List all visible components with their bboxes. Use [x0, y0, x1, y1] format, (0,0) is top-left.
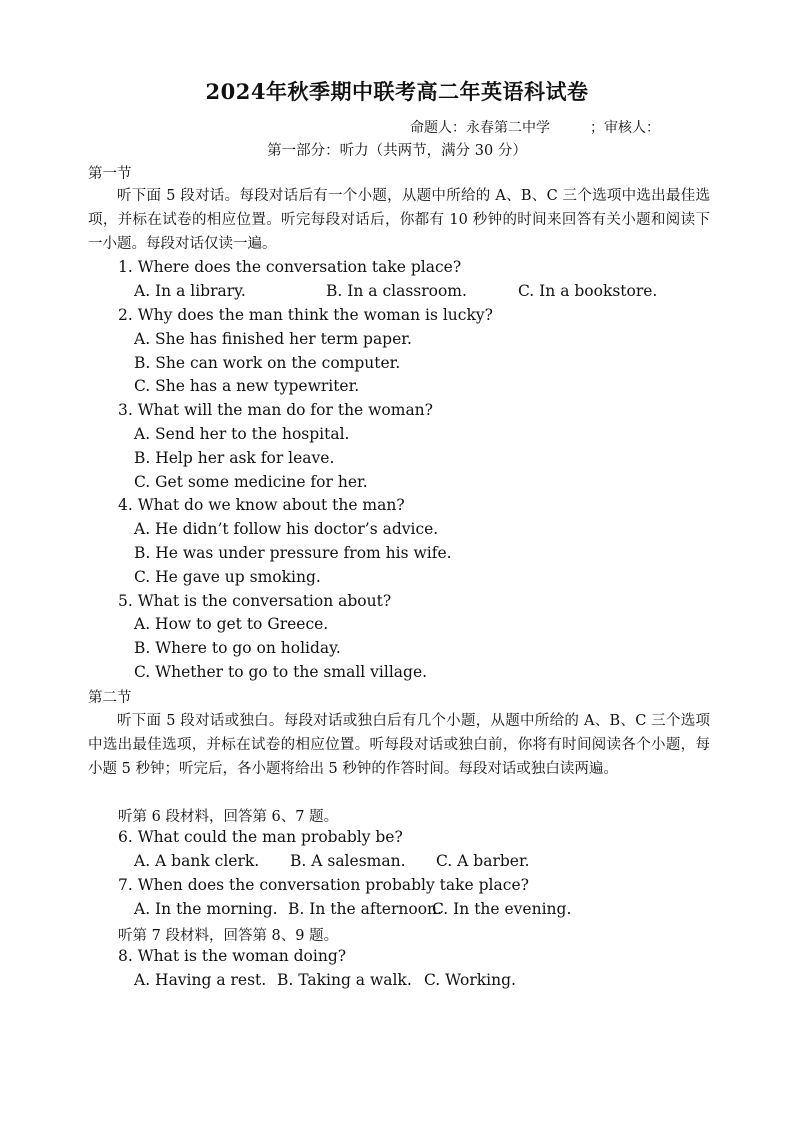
q8-option-b: B. Taking a walk.: [277, 971, 412, 989]
question-7: 7. When does the conversation probably take place?: [118, 876, 529, 894]
q4-option-a: A. He didn’t follow his doctor’s advice.: [134, 520, 439, 538]
question-6: 6. What could the man probably be?: [118, 828, 403, 846]
q4-option-c: C. He gave up smoking.: [134, 568, 321, 586]
q1-option-a: A. In a library.: [134, 282, 246, 300]
q6-option-c: C. A barber.: [436, 852, 530, 870]
q2-option-b: B. She can work on the computer.: [134, 354, 401, 372]
question-1: 1. Where does the conversation take place?: [118, 258, 462, 276]
q5-option-c: C. Whether to go to the small village.: [134, 663, 428, 681]
question-8: 8. What is the woman doing?: [118, 947, 347, 965]
question-5: 5. What is the conversation about?: [118, 592, 392, 610]
question-setter: 命题人：永春第二中学: [410, 120, 550, 136]
q6-option-b: B. A salesman.: [290, 852, 406, 870]
section1-label: 第一节: [88, 166, 132, 182]
q5-option-a: A. How to get to Greece.: [134, 615, 329, 633]
q7-option-a: A. In the morning.: [134, 900, 278, 918]
q2-option-a: A. She has finished her term paper.: [134, 330, 412, 348]
q6-option-a: A. A bank clerk.: [134, 852, 260, 870]
question-4: 4. What do we know about the man?: [118, 496, 405, 514]
q1-option-c: C. In a bookstore.: [518, 282, 658, 300]
q1-option-b: B. In a classroom.: [326, 282, 467, 300]
q4-option-b: B. He was under pressure from his wife.: [134, 544, 452, 562]
q5-option-b: B. Where to go on holiday.: [134, 639, 341, 657]
part-heading: 第一部分：听力（共两节，满分 30 分）: [267, 143, 527, 159]
material-7-hint: 听第 7 段材料，回答第 8、9 题。: [118, 928, 339, 944]
author-line: [410, 117, 710, 137]
section2-instructions: 听下面 5 段对话或独白。每段对话或独白后有几个小题，从题中所给的 A、B、C 三个选项中选出最佳选项，并标在试卷的相应位置。听每段对话或独白前，你将有时间阅读各个小题，每小题 5 秒钟；听完后，各小题将给出 5 秒钟的作答时间。每段对话或独白读两遍。: [88, 713, 710, 777]
q8-option-c: C. Working.: [424, 971, 516, 989]
question-3: 3. What will the man do for the woman?: [118, 401, 433, 419]
q3-option-a: A. Send her to the hospital.: [134, 425, 350, 443]
question-2: 2. Why does the man think the woman is lucky?: [118, 306, 493, 324]
q7-option-c: C. In the evening.: [432, 900, 572, 918]
reviewer: ；审核人：: [590, 120, 660, 136]
q8-option-a: A. Having a rest.: [134, 971, 267, 989]
section2-label: 第二节: [88, 690, 132, 706]
q3-option-b: B. Help her ask for leave.: [134, 449, 335, 467]
material-6-hint: 听第 6 段材料，回答第 6、7 题。: [118, 809, 339, 825]
section1-instructions: 听下面 5 段对话。每段对话后有一个小题，从题中所给的 A、B、C 三个选项中选出最佳选项，并标在试卷的相应位置。听完每段对话后，你都有 10 秒钟的时间来回答有关小题和阅读下一小题。每段对话仅读一遍。: [88, 188, 710, 252]
q3-option-c: C. Get some medicine for her.: [134, 473, 368, 491]
q7-option-b: B. In the afternoon.: [288, 900, 442, 918]
exam-title: 2024年秋季期中联考高二年英语科试卷: [205, 79, 589, 104]
q2-option-c: C. She has a new typewriter.: [134, 377, 360, 395]
